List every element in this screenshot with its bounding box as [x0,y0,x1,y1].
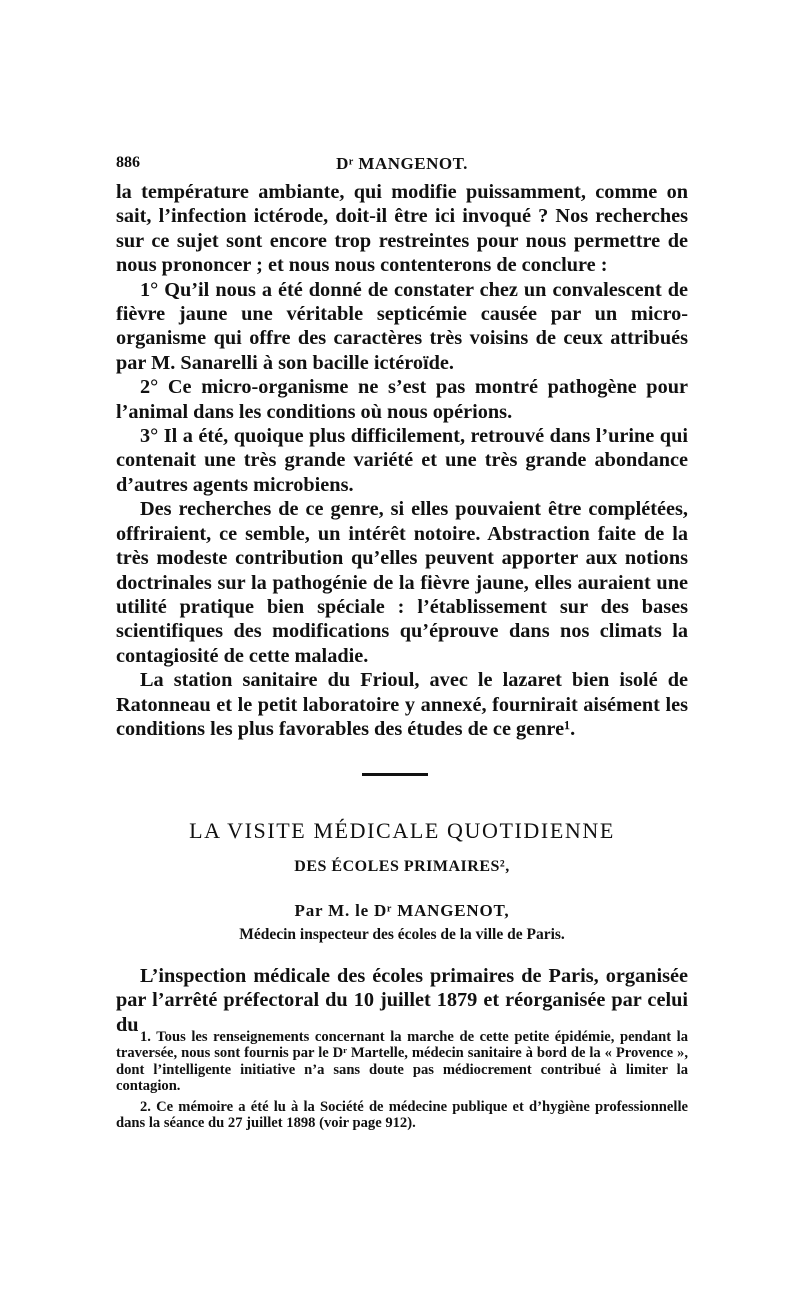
article-body [116,964,688,1037]
paragraph-conclusion-2: 2° Ce micro-organisme ne s’est pas montré pathogène pour l’animal dans les conditions où nous opérions. [116,376,688,423]
section-divider [362,773,428,776]
footnotes [116,1029,688,1135]
footnote-2: 2. Ce mémoire a été lu à la Société de médecine publique et d’hygiène professionnelle dans la séance du 27 juillet 1898 (voir page 912). [116,1098,688,1132]
paragraph-frioul: La station sanitaire du Frioul, avec le lazaret bien isolé de Ratonneau et le petit laboratoire y annexé, fournirait aisément les conditions les plus favorables des études de ce genre¹. [116,669,688,740]
article-subtitle: DES ÉCOLES PRIMAIRES², [294,858,510,875]
paragraph-research: Des recherches de ce genre, si elles pouvaient être complétées, offriraient, ce semble, un intérêt notoire. Abstraction faite de la très modeste contribution qu’elles peuvent apporter aux notions doctrinales sur la pathogénie de la fièvre jaune, elles auraient une utilité pratique bien spéciale : l’établissement sur des bases scientifiques des modifications qu’éprouve dans nos climats la contagiosité de cette maladie. [116,498,688,667]
paragraph-conclusion-1: 1° Qu’il nous a été donné de constater chez un convalescent de fièvre jaune une véritable septicémie causée par un micro-organisme qui offre des caractères très voisins de ceux attribués par M. Sanarelli à son bacille ictéroïde. [116,278,688,374]
page-header [116,154,688,180]
author-affiliation: Médecin inspecteur des écoles de la ville de Paris. [239,926,565,943]
footnote-1: 1. Tous les renseignements concernant la marche de cette petite épidémie, pendant la traversée, nous sont fournis par le Dʳ Martelle, médecin sanitaire à bord de la « Provence », dont l’intelligente initiative n’a sans doute pas médiocrement contribué à limiter la contagion. [116,1029,688,1095]
running-head: Dʳ MANGENOT. [336,154,468,173]
page-number: 886 [116,154,140,171]
article-byline: Par M. le Dʳ MANGENOT, [294,901,510,920]
paragraph-continuation: la température ambiante, qui modifie puissamment, comme on sait, l’infection ictérode, doit-il être ici invoqué ? Nos recherches sur ce sujet sont encore trop restreintes pour nous permettre de nous prononcer ; et nous nous contenterons de conclure : [116,181,688,277]
paragraph-conclusion-3: 3° Il a été, quoique plus difficilement, retrouvé dans l’urine qui contenait une très grande variété et une très grande abondance d’autres agents microbiens. [116,425,688,496]
article-first-paragraph: L’inspection médicale des écoles primaires de Paris, organisée par l’arrêté préfectoral du 10 juillet 1879 et réorganisée par celui du [116,965,688,1036]
article-title: LA VISITE MÉDICALE QUOTIDIENNE [189,818,615,843]
body-text [116,180,688,741]
